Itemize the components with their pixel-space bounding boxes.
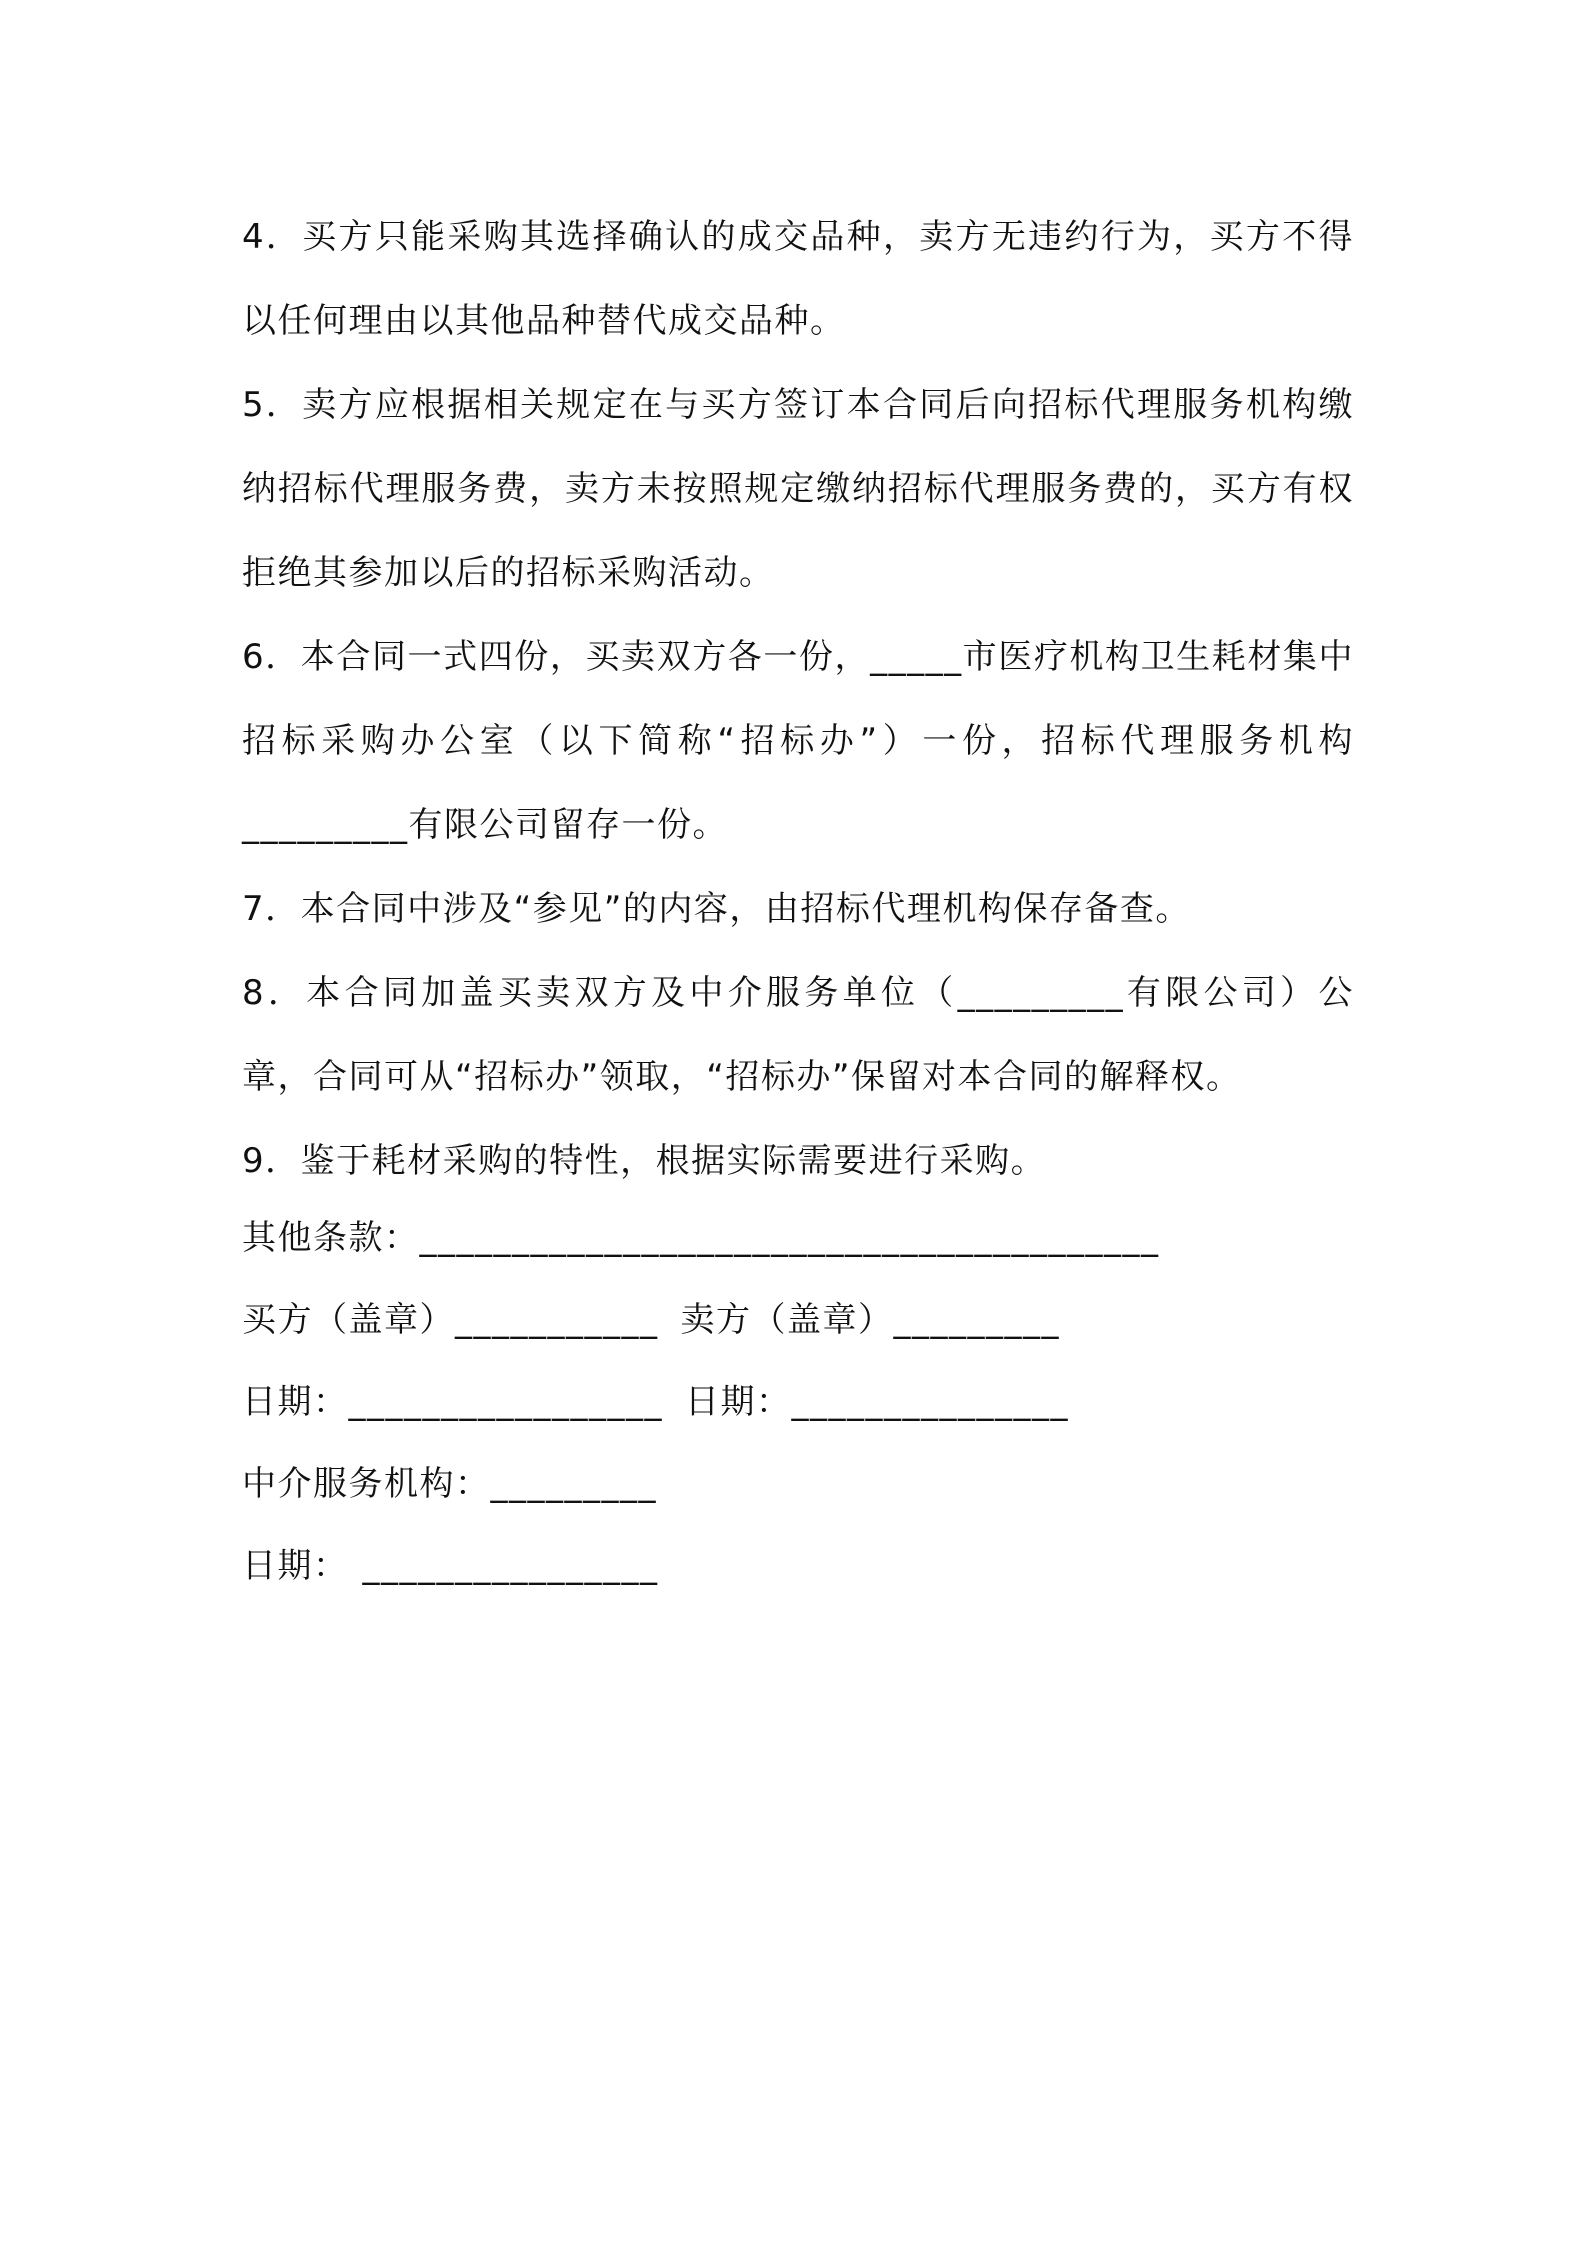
clause-6: 6．本合同一式四份，买卖双方各一份，_____市医疗机构卫生耗材集中招标采购办公室（以下简称“招标办”）一份，招标代理服务机构_________有限公司留存一份。 xyxy=(242,637,1354,845)
seal-line xyxy=(242,1279,1354,1361)
clause-9: 9．鉴于耗材采购的特性，根据实际需要进行采购。 xyxy=(242,1141,1047,1181)
seller-seal-field: 卖方（盖章）_________ xyxy=(680,1300,1060,1340)
agency-date-blank: ________________ xyxy=(362,1546,659,1586)
other-terms-line: 其他条款：________________________________________ xyxy=(242,1218,1160,1258)
clause-5: 5．卖方应根据相关规定在与买方签订本合同后向招标代理服务机构缴纳招标代理服务费，卖方未按照规定缴纳招标代理服务费的，买方有权拒绝其参加以后的招标采购活动。 xyxy=(242,385,1354,593)
signature-block xyxy=(242,1197,1354,1607)
agency-line: 中介服务机构：_________ xyxy=(242,1464,657,1504)
clause-7: 7．本合同中涉及“参见”的内容，由招标代理机构保存备查。 xyxy=(242,889,1191,929)
agency-date-label: 日期： xyxy=(242,1546,349,1586)
clause-4: 4．买方只能采购其选择确认的成交品种，卖方无违约行为，买方不得以任何理由以其他品种替代成交品种。 xyxy=(242,217,1354,341)
buyer-date-field: 日期：_________________ xyxy=(242,1382,663,1422)
clause-8: 8．本合同加盖买卖双方及中介服务单位（_________有限公司）公章，合同可从“招标办”领取，“招标办”保留对本合同的解释权。 xyxy=(242,973,1354,1097)
contract-clauses xyxy=(242,195,1354,1203)
date-line xyxy=(242,1361,1354,1443)
agency-date-line xyxy=(242,1525,1354,1607)
buyer-seal-field: 买方（盖章）___________ xyxy=(242,1300,659,1340)
seller-date-field: 日期：_______________ xyxy=(685,1382,1069,1422)
